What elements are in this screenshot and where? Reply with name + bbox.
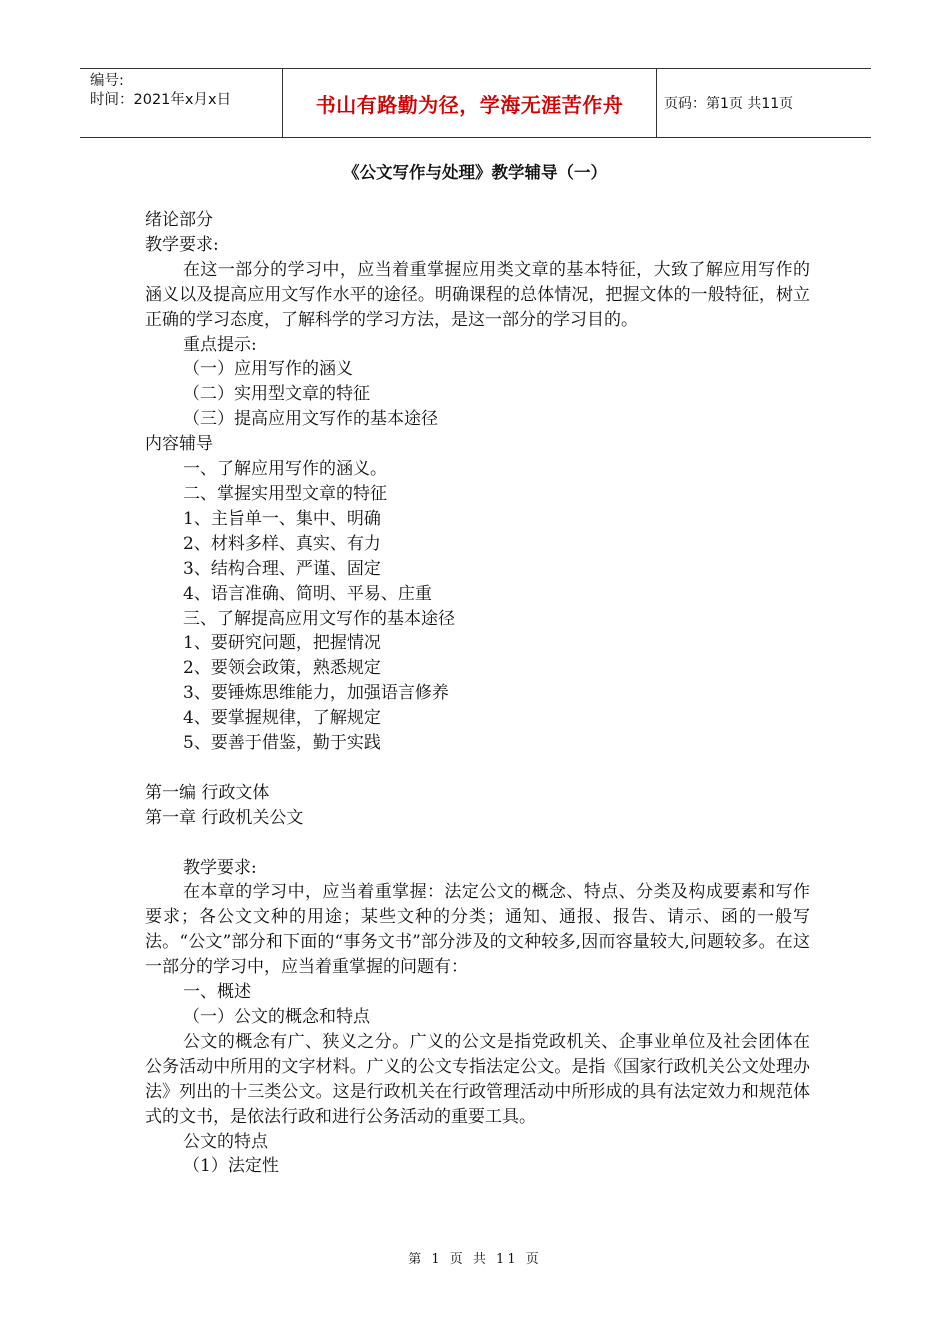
body-line: 绪论部分: [145, 210, 213, 230]
body-line: 4、要掌握规律，了解规定: [183, 708, 381, 729]
body-line: 一、概述: [183, 982, 251, 1003]
body-line: 5、要善于借鉴，勤于实践: [183, 733, 381, 754]
header-page-label: 页码：第1页 共11页: [664, 96, 794, 112]
body-line: 2、材料多样、真实、有力: [183, 533, 381, 554]
document-time-label: 时间：2021年x月x日: [90, 92, 232, 108]
blank-line: [145, 831, 810, 856]
header-motto: 书山有路勤为径，学海无涯苦作舟: [282, 69, 657, 137]
body-line: 一、了解应用写作的涵义。: [183, 459, 387, 480]
blank-line: [145, 756, 810, 781]
body-line: （1）法定性: [183, 1156, 279, 1177]
body-line: 教学要求:: [183, 857, 257, 878]
body-line: 1、主旨单一、集中、明确: [183, 508, 381, 529]
body-line: 3、要锤炼思维能力，加强语言修养: [183, 683, 449, 704]
page-footer: 第 1 页 共 11 页: [408, 1252, 542, 1267]
body-line: 3、结构合理、严谨、固定: [183, 558, 381, 579]
body-line: （一）公文的概念和特点: [183, 1006, 370, 1027]
page-header: [80, 68, 871, 138]
body-line: （三）提高应用文写作的基本途径: [183, 409, 438, 430]
body-line: （一）应用写作的涵义: [183, 359, 353, 380]
body-line: 三、了解提高应用文写作的基本途径: [183, 608, 455, 629]
body-line: 1、要研究问题，把握情况: [183, 633, 381, 654]
body-line: 公文的特点: [183, 1131, 268, 1152]
document-body: [145, 208, 810, 1179]
document-number-label: 编号:: [90, 73, 124, 89]
body-line: 2、要领会政策，熟悉规定: [183, 658, 381, 679]
header-left-cell: [80, 69, 282, 137]
body-paragraph: 公文的概念有广、狭义之分。广义的公文是指党政机关、企事业单位及社会团体在公务活动中所用的文字材料。广义的公文专指法定公文。是指《国家行政机关公文处理办法》列出的十三类公文。这是行政机关在行政管理活动中所形成的具有法定效力和规范体式的文书，是依法行政和进行公务活动的重要工具。: [145, 1031, 810, 1127]
body-line: 4、语言准确、简明、平易、庄重: [183, 583, 432, 604]
body-line: 二、掌握实用型文章的特征: [183, 483, 387, 504]
body-line: 内容辅导: [145, 434, 213, 455]
body-paragraph: 在这一部分的学习中，应当着重掌握应用类文章的基本特征，大致了解应用写作的涵义以及提高应用文写作水平的途径。明确课程的总体情况，把握文体的一般特征，树立正确的学习态度，了解科学的学习方法，是这一部分的学习目的。: [145, 259, 810, 330]
body-line: （二）实用型文章的特征: [183, 384, 370, 405]
body-line: 重点提示:: [183, 334, 257, 355]
body-line: 第一编 行政文体: [145, 782, 270, 803]
document-title: 《公文写作与处理》教学辅导（一）: [343, 163, 607, 182]
body-line: 教学要求:: [145, 234, 219, 255]
body-line: 第一章 行政机关公文: [145, 807, 304, 828]
body-paragraph: 在本章的学习中，应当着重掌握：法定公文的概念、特点、分类及构成要素和写作要求；各公文文种的用途；某些文种的分类；通知、通报、报告、请示、函的一般写法。“公文”部分和下面的“事务文书”部分涉及的文种较多,因而容量较大,问题较多。在这一部分的学习中，应当着重掌握的问题有：: [145, 882, 810, 978]
